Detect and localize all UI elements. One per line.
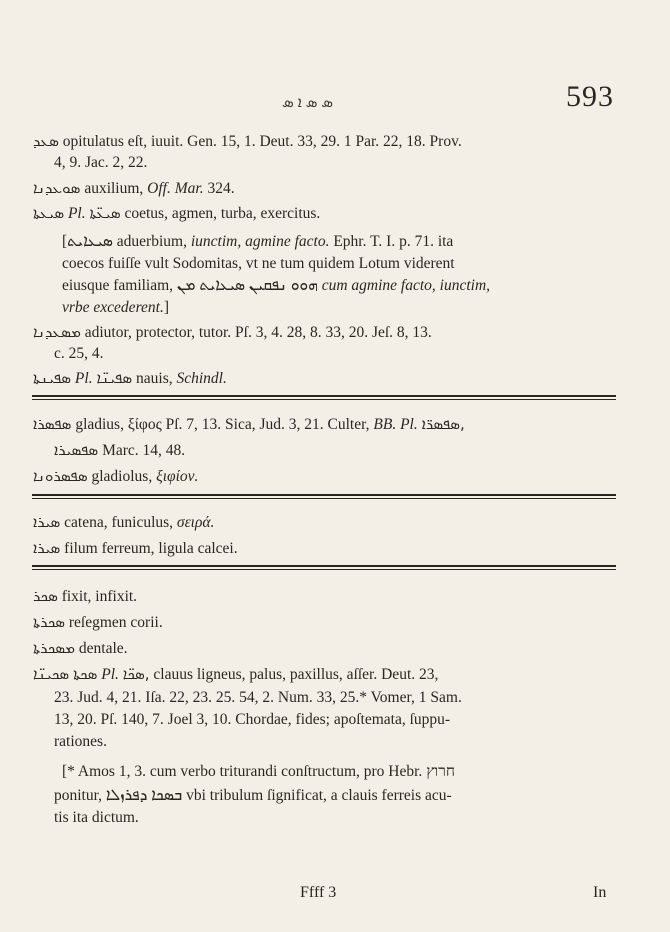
section-rule: [32, 395, 616, 397]
definition-text: adiutor, protector, tutor. Pſ. 3, 4. 28, 8. 33, 20. Jeſ. 8, 13.: [84, 324, 432, 341]
entry-line: [33, 368, 227, 389]
greek-gloss: σειρά.: [176, 514, 215, 531]
definition-text: 4, 9. Jac. 2, 22.: [54, 154, 148, 171]
syriac-plural: ܣܟ̈ܐ,: [122, 665, 150, 683]
greek-gloss: ξιφίον.: [156, 468, 199, 485]
syriac-headword: ܣܥܕ: [33, 132, 59, 150]
definition-text: c. 25, 4.: [54, 345, 104, 362]
definition-text: ponitur, ܒܣܟܐ ܕܦܪܙܠܐ vbi tribulum ſignificat, a clauis ferreis acu-: [54, 787, 452, 804]
syriac-headword: ܣܝܥܬܐ: [33, 204, 65, 222]
definition-text: reſegmen corii.: [68, 614, 163, 631]
entry-line: [62, 762, 455, 782]
definition-text: [* Amos 1, 3. cum verbo triturandi conſtructum, pro Hebr. חרוץ: [62, 763, 456, 780]
definition-text: dentale.: [78, 640, 128, 657]
syriac-plural: ܣܝܥ̈ܬܐ: [89, 204, 121, 222]
entry-line: [54, 710, 450, 730]
definition-text: Marc. 14, 48.: [102, 442, 186, 459]
source-abbrev: Schindl.: [176, 370, 227, 387]
entry-line: [33, 538, 238, 559]
definition-text: opitulatus eſt, iuuit. Gen. 15, 1. Deut. 33, 29. 1 Par. 22, 18. Prov.: [62, 133, 462, 150]
entry-line: [33, 664, 438, 685]
reference: Ephr. T. I. p. 71. ita: [333, 233, 454, 250]
syriac-headword: ܣܝܪܐ: [33, 513, 61, 531]
entry-line: [54, 732, 107, 752]
syriac-variant: ܣܟܝܢ̈ܐ: [33, 665, 70, 683]
entry-line: [33, 638, 128, 659]
syriac-headword: ܡܣܥܕܢܐ: [33, 323, 81, 341]
plural-marker: Pl.: [74, 370, 93, 387]
source-abbrev: BB. Pl.: [373, 416, 418, 433]
definition-text: 23. Jud. 4, 21. Iſa. 22, 23. 25. 54, 2. Num. 33, 25.* Vomer, 1 Sam.: [54, 689, 462, 706]
definition-text: gladius, ξίφος Pſ. 7, 13. Sica, Jud. 3, 21. Culter,: [75, 416, 370, 433]
entry-line: [62, 298, 169, 318]
definition-text: fixit, infixit.: [61, 588, 138, 605]
syriac-headword: ܣܟܪ: [33, 587, 58, 605]
entry-line: [54, 344, 104, 364]
gloss: cum agmine facto, iunctim,: [321, 277, 491, 294]
section-rule: [32, 569, 616, 570]
section-rule: [32, 494, 616, 496]
syriac-headword: ܣܝܪܐ: [33, 539, 61, 557]
definition-text: nauis,: [136, 370, 173, 387]
entry-line: [54, 688, 462, 708]
definition-text: filum ferreum, ligula calcei.: [64, 540, 238, 557]
entry-line: [33, 612, 163, 633]
entry-line: [33, 586, 137, 607]
entry-line: [33, 414, 465, 435]
section-rule: [32, 399, 616, 400]
definition-text: catena, funiculus,: [64, 514, 174, 531]
entry-line: [54, 153, 147, 173]
page-number: 593: [566, 80, 614, 113]
syriac-headword: ܣܦܣܪܐ: [33, 415, 72, 433]
syriac-headword: ܣܦܣܪܘܢܐ: [33, 467, 88, 485]
definition-text: coetus, agmen, turba, exercitus.: [124, 205, 321, 222]
syriac-headword: ܣܘܥܕܢܐ: [33, 179, 81, 197]
entry-line: [54, 440, 185, 461]
definition-text: tis ita dictum.: [54, 809, 139, 826]
entry-line: [33, 466, 198, 487]
definition-text: gladiolus,: [91, 468, 153, 485]
bracket: ]: [163, 299, 170, 316]
entry-line: [33, 322, 432, 343]
definition-text: eiusque familiam, ܗܘܘ ܢܦܩܝܢ ܣܝܥܐܝܬ ܡܢ: [62, 277, 318, 294]
definition-text: coecos fuiſſe vult Sodomitas, vt ne tum quidem Lotum viderent: [62, 255, 455, 272]
reference: 324.: [207, 180, 235, 197]
entry-line: [33, 178, 235, 199]
syriac-plural: ܣܦܝܢ̈ܐ: [96, 369, 133, 387]
definition-text: clauus ligneus, palus, paxillus, aſſer. Deut. 23,: [153, 666, 439, 683]
gloss: vrbe excederent.: [62, 299, 164, 316]
entry-line: [33, 131, 462, 152]
plural-marker: Pl.: [101, 666, 119, 683]
syriac-headword: ܣܟܪܬܐ: [33, 613, 66, 631]
section-rule: [32, 565, 616, 567]
syriac-headword: ܣܦܣܝܪܐ: [54, 441, 99, 459]
entry-line: [62, 254, 455, 274]
running-head: ܣ ܣ ܐ ܣ: [282, 95, 334, 111]
entry-line: [54, 786, 452, 806]
syriac-headword: ܣܟܬܐ: [73, 665, 98, 683]
entry-line: [62, 276, 490, 296]
entry-line: [33, 512, 214, 533]
syriac-headword: ܣܦܝܢܬܐ: [33, 369, 72, 387]
entry-line: [33, 203, 320, 224]
definition-text: [ܣܝܥܐܝܬ aduerbium,: [62, 233, 187, 250]
syriac-plural: ܣܦܣܪ̈ܐ,: [421, 415, 465, 433]
syriac-headword: ܡܣܟܪܬܐ: [33, 639, 76, 657]
plural-marker: Pl.: [67, 205, 86, 222]
section-rule: [32, 498, 616, 499]
definition-text: 13, 20. Pſ. 140, 7. Joel 3, 10. Chordae, fides; apoſtemata, ſuppu-: [54, 711, 451, 728]
definition-text: auxilium,: [84, 180, 144, 197]
entry-line: [62, 232, 453, 252]
gloss: iunctim, agmine facto.: [190, 233, 330, 250]
signature-mark: Ffff 3: [300, 884, 337, 901]
entry-line: [54, 808, 139, 828]
definition-text: rationes.: [54, 733, 107, 750]
source-abbrev: Off. Mar.: [147, 180, 204, 197]
catchword: In: [593, 884, 607, 901]
